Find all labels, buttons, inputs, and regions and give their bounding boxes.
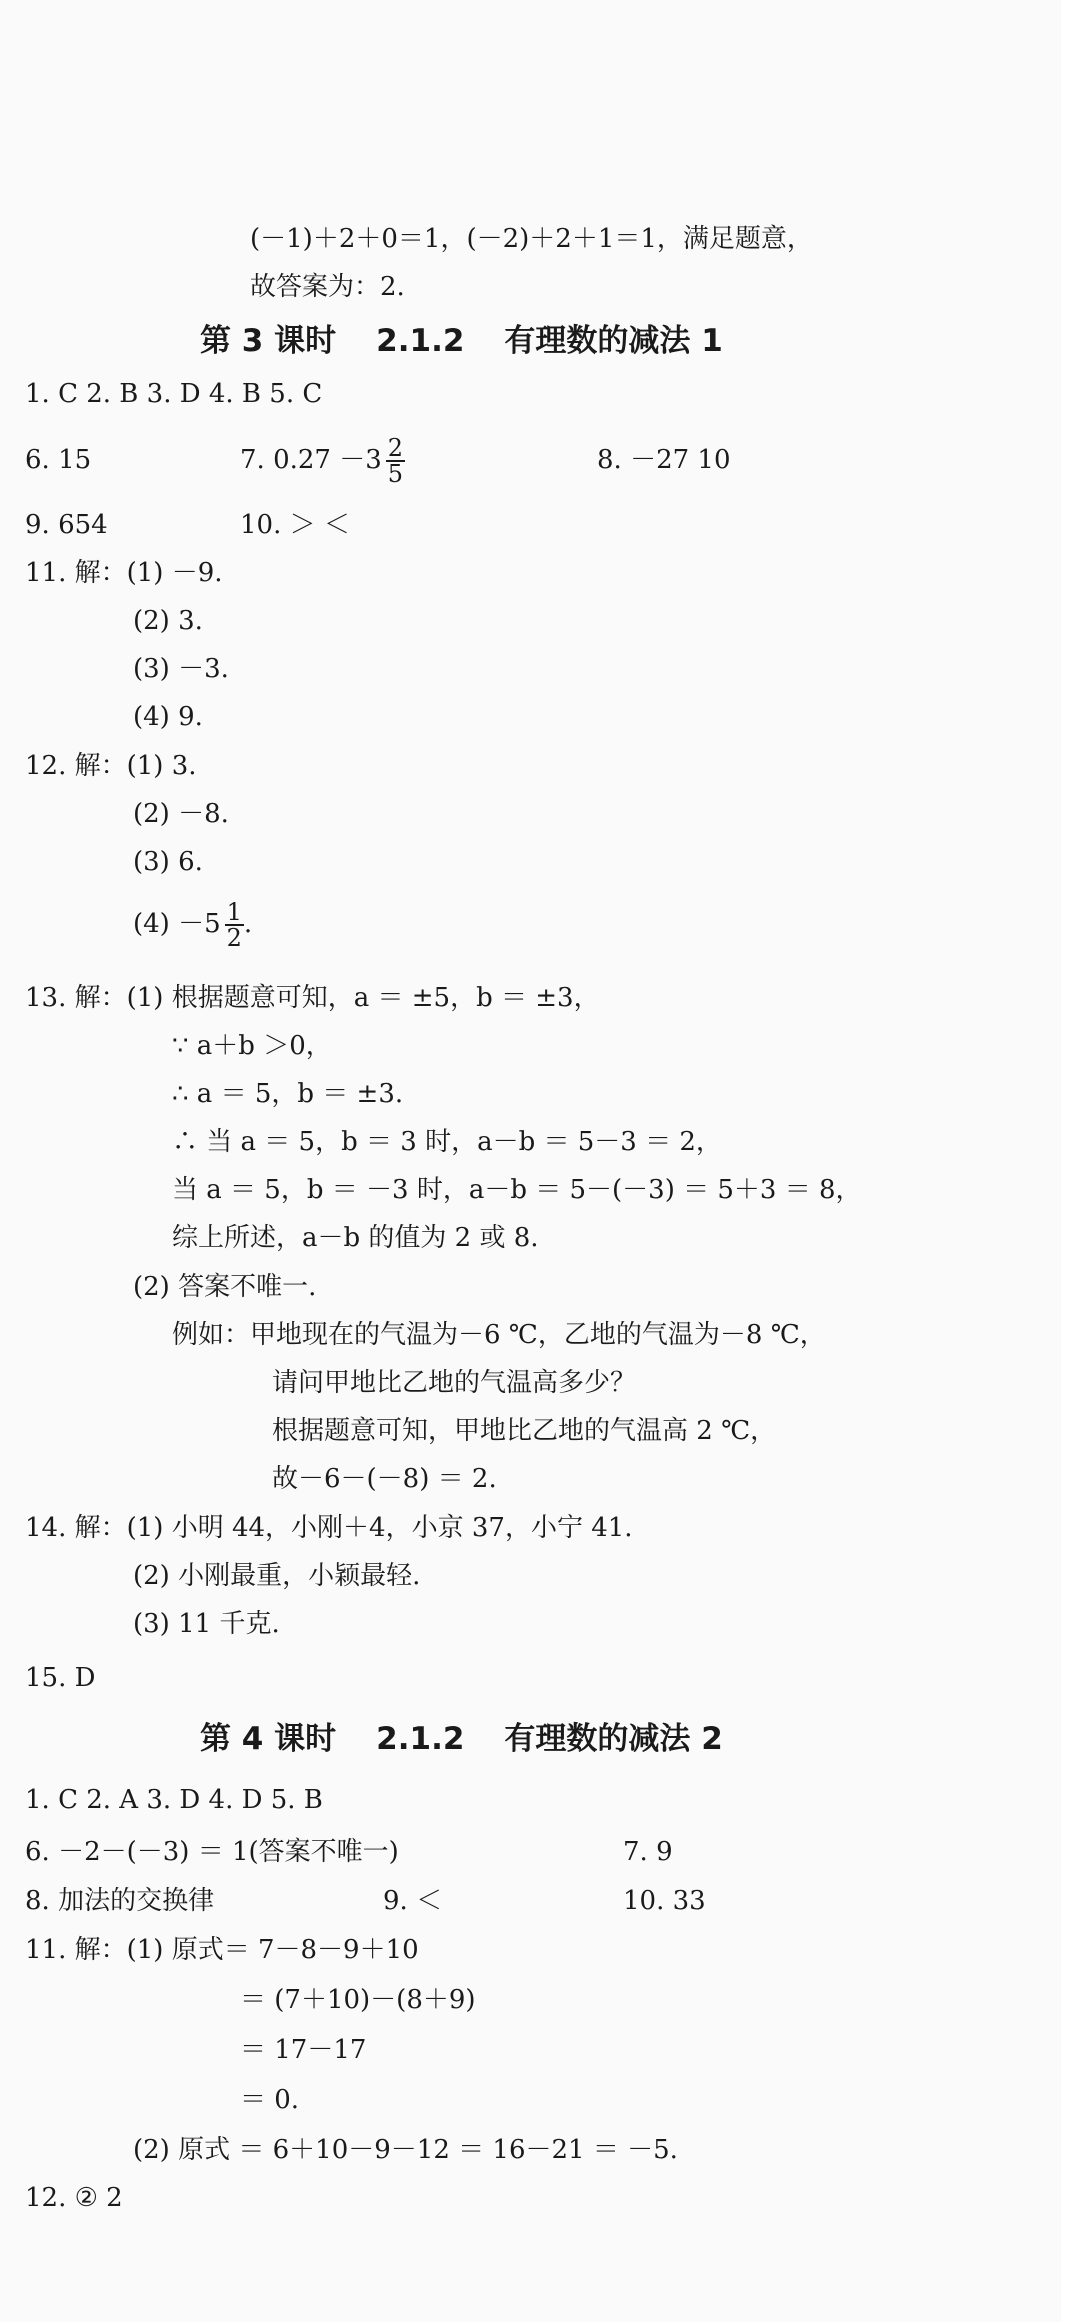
answer-line: 请问甲地比乙地的气温高多少？ [272, 1368, 637, 1398]
answer-line: ＝ (7＋10)－(8＋9) [240, 1985, 476, 2015]
lesson-title: 有理数的减法 2 [504, 1721, 723, 1757]
text-line: (－1)＋2＋0＝1，(－2)＋2＋1＝1，满足题意， [250, 224, 813, 254]
answer-line: ∵ a＋b ＞0， [172, 1031, 332, 1061]
answer-line: (2) 答案不唯一. [133, 1272, 317, 1302]
fraction: $\frac{1}{2}$ [226, 898, 242, 952]
answer-line: 故－6－(－8) ＝ 2. [272, 1464, 497, 1494]
answer-line: ＝ 17－17 [240, 2035, 367, 2065]
answer-q12: 12. 解：(1) 3. [25, 751, 197, 781]
lesson-number: 第 3 课时 [200, 323, 337, 359]
answer-q6: 6. －2－(－3) ＝ 1(答案不唯一) [25, 1837, 399, 1867]
text-line: 故答案为：2. [250, 272, 405, 302]
answer-q13: 13. 解：(1) 根据题意可知，a ＝ ±5，b ＝ ±3， [25, 983, 600, 1013]
answer-q14: 14. 解：(1) 小明 44，小刚＋4，小京 37，小宁 41. [25, 1513, 633, 1543]
answer-line: 1. C 2. A 3. D 4. D 5. B [25, 1785, 323, 1815]
answer-q12: 12. ② 2 [25, 2183, 123, 2213]
answer-line: ∴ a ＝ 5，b ＝ ±3. [172, 1079, 404, 1109]
section-number: 2.1.2 [376, 1721, 465, 1757]
answer-q6: 6. 15 [25, 445, 92, 475]
answer-line: (3) 11 千克. [133, 1609, 280, 1639]
answer-q11: 11. 解：(1) 原式＝ 7－8－9＋10 [25, 1935, 419, 1965]
answer-q11: 11. 解：(1) －9. [25, 558, 223, 588]
answer-line: 综上所述，a－b 的值为 2 或 8. [172, 1223, 539, 1253]
answer-line: ＝ 0. [240, 2085, 300, 2115]
answer-q15: 15. D [25, 1663, 96, 1693]
lesson-3-heading [200, 322, 723, 360]
page-edge [1061, 0, 1083, 2322]
q7-text: 7. 0.27 －3 [240, 445, 382, 475]
answer-line: (2) 原式 ＝ 6＋10－9－12 ＝ 16－21 ＝ －5. [133, 2135, 678, 2165]
answer-line [133, 896, 252, 952]
answer-q10: 10. 33 [623, 1886, 706, 1916]
q12-4-suffix: . [243, 909, 253, 939]
answer-q9: 9. 654 [25, 510, 108, 540]
lesson-4-heading [200, 1720, 723, 1758]
section-number: 2.1.2 [376, 323, 465, 359]
lesson-number: 第 4 课时 [200, 1721, 337, 1757]
answer-q7 [240, 432, 405, 488]
answer-line: (3) 6. [133, 847, 203, 877]
answer-q7: 7. 9 [623, 1837, 673, 1867]
answer-q8: 8. 加法的交换律 [25, 1886, 215, 1916]
answer-line: 当 a ＝ 5，b ＝ －3 时，a－b ＝ 5－(－3) ＝ 5＋3 ＝ 8， [172, 1175, 862, 1205]
answer-line: 1. C 2. B 3. D 4. B 5. C [25, 379, 323, 409]
fraction: $\frac{2}{5}$ [387, 434, 404, 488]
answer-q8: 8. －27 10 [597, 445, 731, 475]
lesson-title: 有理数的减法 1 [504, 323, 723, 359]
answer-line: (2) 3. [133, 606, 203, 636]
answer-line: (2) 小刚最重，小颖最轻. [133, 1561, 421, 1591]
answer-line: (2) －8. [133, 799, 229, 829]
q12-4-text: (4) －5 [133, 909, 221, 939]
answer-line: (3) －3. [133, 654, 229, 684]
answer-line: ∴ 当 a ＝ 5，b ＝ 3 时，a－b ＝ 5－3 ＝ 2， [172, 1127, 722, 1157]
answer-line: 根据题意可知，甲地比乙地的气温高 2 ℃， [272, 1416, 777, 1446]
answer-q9: 9. ＜ [383, 1886, 443, 1916]
answer-line: 例如：甲地现在的气温为－6 ℃，乙地的气温为－8 ℃， [172, 1320, 826, 1350]
answer-line: (4) 9. [133, 702, 203, 732]
answer-q10: 10. ＞ ＜ [240, 510, 350, 540]
